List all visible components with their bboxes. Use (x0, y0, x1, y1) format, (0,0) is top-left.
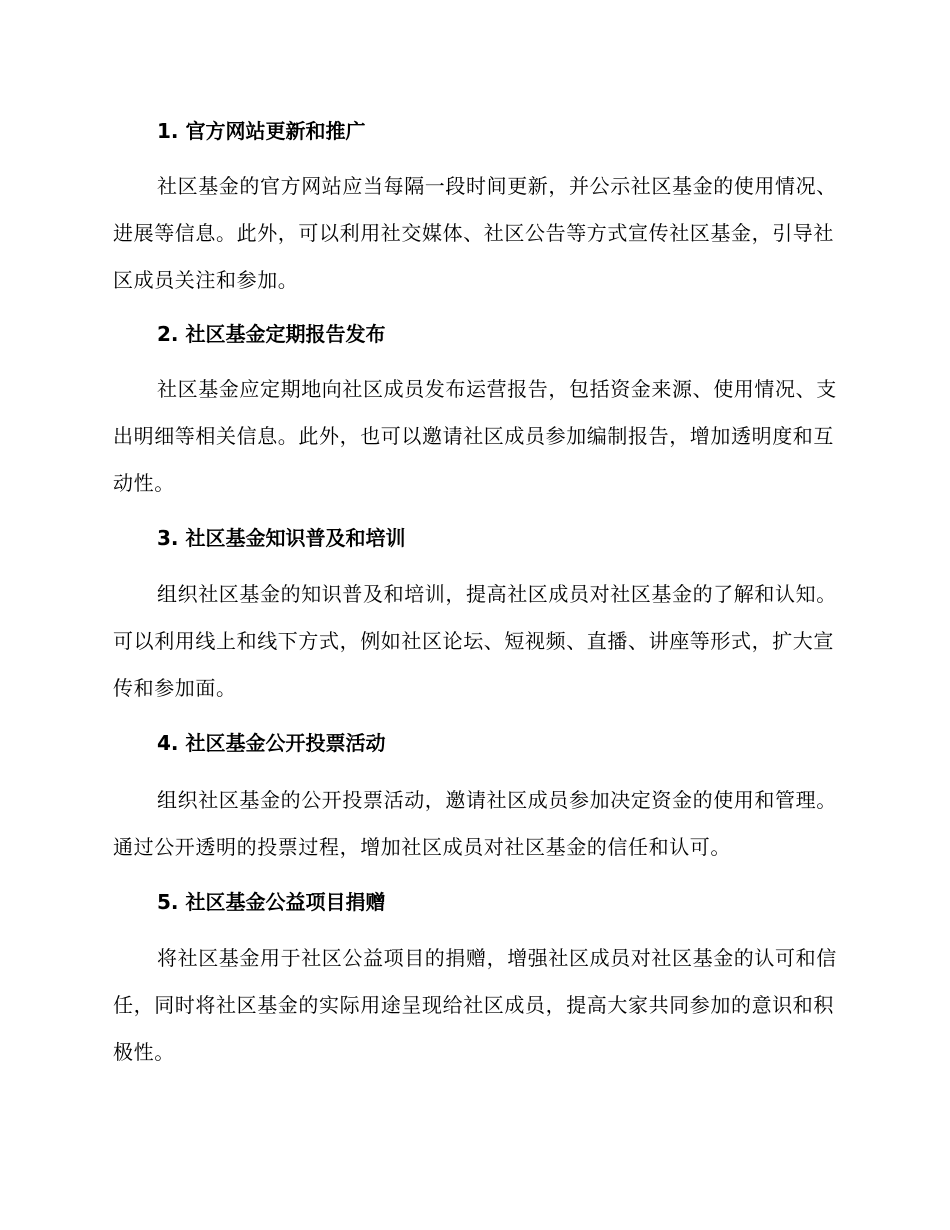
section-heading-5: 5. 社区基金公益项目捐赠 (157, 890, 386, 914)
section-heading-3: 3. 社区基金知识普及和培训 (157, 526, 406, 550)
section-heading-4: 4. 社区基金公开投票活动 (157, 731, 386, 755)
section-body-5: 将社区基金用于社区公益项目的捐赠，增强社区成员对社区基金的认可和信任，同时将社区基金的实际用途呈现给社区成员，提高大家共同参加的意识和积极性。 (113, 946, 837, 1064)
section-body-3: 组织社区基金的知识普及和培训，提高社区成员对社区基金的了解和认知。可以利用线上和线下方式，例如社区论坛、短视频、直播、讲座等形式，扩大宣传和参加面。 (113, 582, 837, 700)
section-body-2: 社区基金应定期地向社区成员发布运营报告，包括资金来源、使用情况、支出明细等相关信息。此外，也可以邀请社区成员参加编制报告，增加透明度和互动性。 (113, 377, 837, 495)
section-heading-1: 1. 官方网站更新和推广 (157, 119, 366, 143)
section-heading-2: 2. 社区基金定期报告发布 (157, 322, 386, 346)
section-body-1: 社区基金的官方网站应当每隔一段时间更新，并公示社区基金的使用情况、进展等信息。此外，可以利用社交媒体、社区公告等方式宣传社区基金，引导社区成员关注和参加。 (113, 174, 837, 292)
section-body-4: 组织社区基金的公开投票活动，邀请社区成员参加决定资金的使用和管理。通过公开透明的投票过程，增加社区成员对社区基金的信任和认可。 (113, 788, 837, 859)
